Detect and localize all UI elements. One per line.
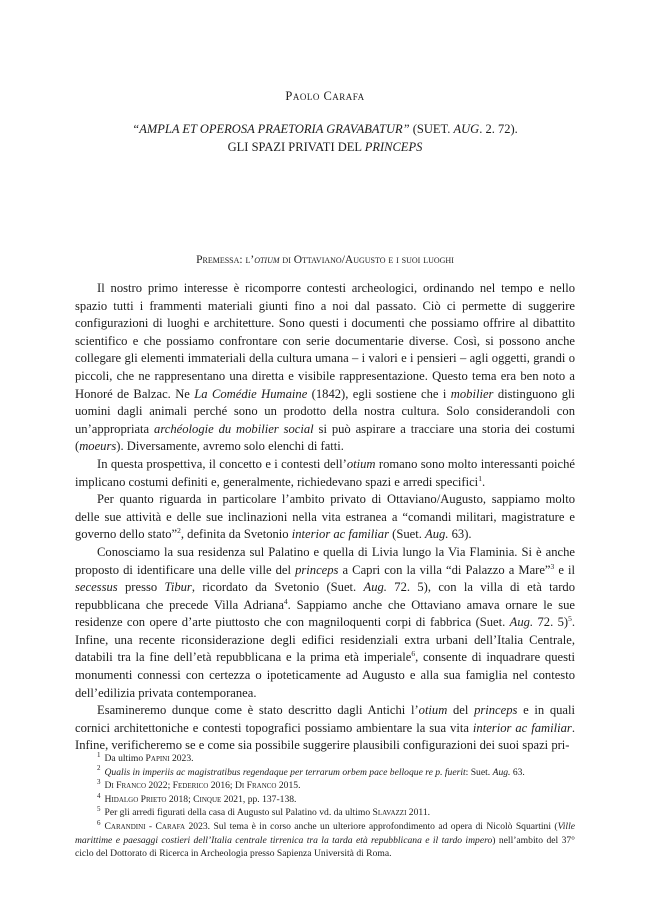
footnote-5: $^5$ Per gli arredi figurati della casa di Augusto sul Palatino vd. da ultimo Slavazzi 2011. [97, 805, 431, 819]
footnote-6: $^6$ Carandini - Carafa 2023. Sul tema è in corso anche un ulteriore approfondimento ad opera di Nicolò Squartini (Ville marittime e paesaggi costieri dell’Italia centrale tirrenica tra la tarda età repubblicana e il tardo impero) nell’ambito del 37° ciclo del Dottorato di Ricerca in Archeologia presso Sapienza Università di Roma. [75, 818, 575, 860]
footnote-3: $^3$ Di Franco 2022; Federico 2016; Di Franco 2015. [97, 778, 301, 792]
article-body [75, 280, 575, 755]
title-line-1: “AMPLA ET OPEROSA PRAETORIA GRAVABATUR” (SUET. AUG. 2. 72). [132, 122, 518, 136]
footnotes [75, 752, 575, 861]
paragraph-1: Il nostro primo interesse è ricomporre contesti archeologici, ordinando nel tempo e nello spazio tutti i frammenti materiali giunti fino a noi dal passato. Ciò ci permette di suggerire configurazioni di luoghi e architetture. Sono questi i documenti che possiamo offrire al dibattito scientifico e che possiamo confrontare con serie documentarie diverse. Così, si possono anche collegare gli elementi immateriali della cultura umana – i valori e i pensieri – agli oggetti, grandi o piccoli, che ne rappresentano una diretta e visibile rappresentazione. Questo tema era ben noto a Honoré de Balzac. Ne La Comédie Humaine (1842), egli sostiene che i mobilier distinguono gli uomini dagli animali perché sono un prodotto della nostra cultura. Solo considerandoli con un’appropriata archéologie du mobilier social si può aspirare a tracciare una storia dei costumi (moeurs). Diversamente, avremo solo elenchi di fatti. [75, 281, 576, 454]
footnote-ref[interactable]: 1 [478, 473, 482, 483]
footnote-2: $^2$ Qualis in imperiis ac magistratibus regendaque per terrarum orbem pace belloque re p. fuerit: Suet. Aug. 63. [97, 764, 525, 778]
footnote-ref[interactable]: 5 [568, 614, 572, 624]
paragraph-5: Esamineremo dunque come è stato descritto dagli Antichi l’otium del princeps e in quali cornici architettoniche e contesti topografici possiamo ambientare la sua vita interior ac familiar. Infine, verificheremo se e come sia possibile suggerire plausibili configurazioni dei suoi spazi pri- [75, 703, 576, 753]
article-title [60, 120, 590, 156]
paragraph-3: Per quanto riguarda in particolare l’ambito privato di Ottaviano/Augusto, sappiamo molto delle sue attività e delle sue inclinazioni nella vita estranea a “comandi militari, magistrature e governo dello stato”$^2$, definita da Svetonio interior ac familiar (Suet. Aug. 63). [75, 492, 575, 542]
section-heading: Premessa: l’otium di Ottaviano/Augusto e i suoi luoghi [196, 254, 454, 266]
footnote-ref[interactable]: 2 [177, 526, 181, 536]
footnote-1: $^1$ Da ultimo Papini 2023. [97, 750, 194, 764]
footnote-4: $^4$ Hidalgo Prieto 2018; Cinque 2021, pp. 137-138. [97, 791, 297, 805]
footnote-ref[interactable]: 6 [411, 649, 416, 659]
paragraph-4: Conosciamo la sua residenza sul Palatino e quella di Livia lungo la Via Flaminia. Si è anche proposto di identificare una delle ville del princeps a Capri con la villa “di Palazzo a Mare”$^3$ e il secessus presso Tibur, ricordato da Svetonio (Suet. Aug. 72. 5), con la villa di età tardo repubblicana che precede Villa Adriana$^4$. Sappiamo anche che Ottaviano amava ornare le sue residenze con opere d’arte piuttosto che con magniloquenti corpi di fabbrica (Suet. Aug. 72. 5)$^5$. Infine, una recente riconsiderazione degli edifici residenziali extra urbani dell’Italia Centrale, databili tra la fine dell’età repubblicana e la prima età imperiale$^6$, consente di inquadrare questi monumenti connessi con certezza o ipoteticamente ad Augusto e alla sua famiglia nel contesto dell’edilizia privata contemporanea. [75, 544, 576, 700]
title-line-2: GLI SPAZI PRIVATI DEL PRINCEPS [227, 140, 423, 154]
author-name: Paolo Carafa [285, 89, 365, 103]
paragraph-2: In questa prospettiva, il concetto e i contesti dell’otium romano sono molto interessanti poiché implicano costumi definiti e, generalmente, richiedevano spazi e arredi specifici$^1$. [75, 456, 575, 489]
footnote-ref[interactable]: 4 [283, 596, 288, 606]
footnote-ref[interactable]: 3 [550, 561, 555, 571]
